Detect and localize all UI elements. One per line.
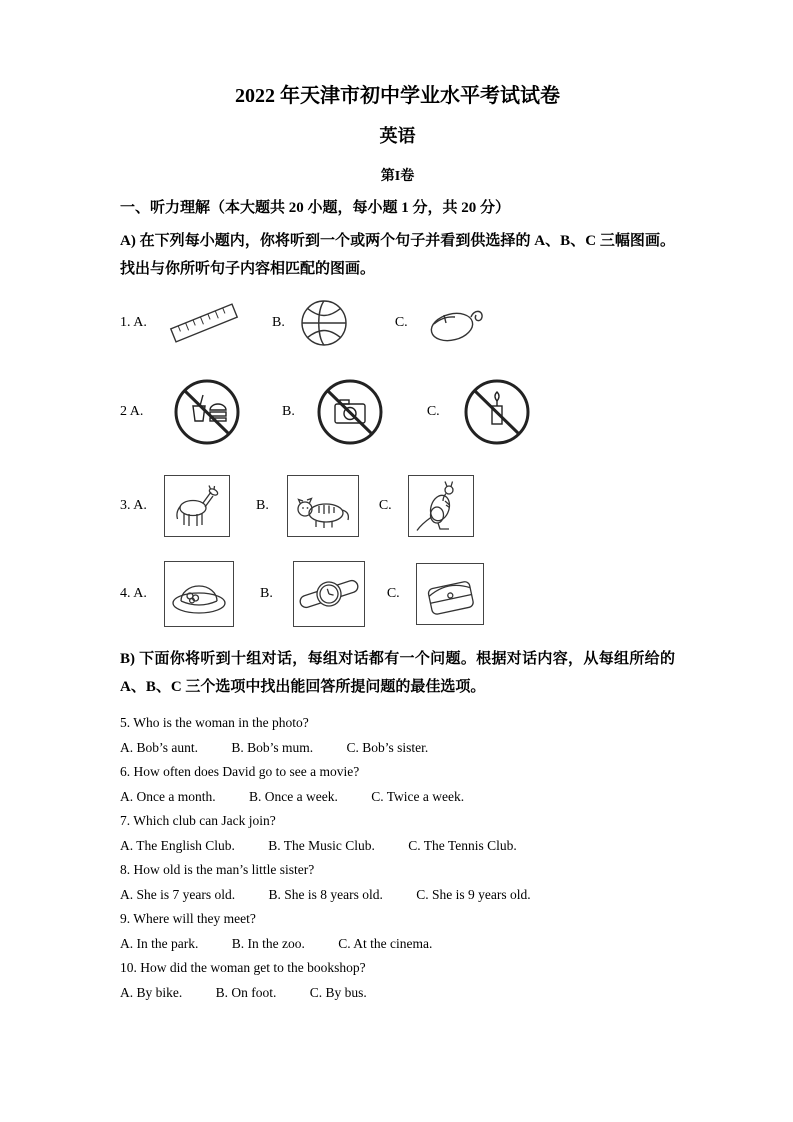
purse-picture-icon (416, 563, 484, 625)
no-open-flame-sign-icon (462, 377, 532, 447)
question-3-option-c-label: C. (378, 498, 392, 513)
question-4-row (120, 561, 675, 627)
question-8 (120, 858, 675, 907)
section-one-heading: 一、听力理解（本大题共 20 小题，每小题 1 分，共 20 分） (120, 200, 511, 216)
question-3-option-b-label: B. (256, 498, 269, 513)
question-6 (120, 760, 675, 809)
question-10-option-b: B. On foot. (215, 984, 277, 1000)
question-4-option-c-label: C. (386, 586, 400, 601)
question-10-options (120, 981, 675, 1006)
horse-picture-icon (164, 475, 230, 537)
question-5-option-a: A. Bob’s aunt. (120, 739, 199, 755)
question-7-text: 7. Which club can Jack join? (120, 813, 276, 828)
volume-label: 第I卷 (380, 169, 415, 184)
question-9-option-a: A. In the park. (120, 935, 199, 951)
question-10 (120, 956, 675, 1005)
question-9-options (120, 932, 675, 957)
question-5-option-c: C. Bob’s sister. (346, 739, 429, 755)
question-2-option-a-label: 2 A. (120, 404, 144, 419)
question-9-text: 9. Where will they meet? (120, 911, 256, 926)
no-photography-sign-icon (315, 377, 385, 447)
question-3-option-a-label: 3. A. (120, 498, 147, 513)
question-8-option-a: A. She is 7 years old. (120, 886, 236, 902)
question-9-option-c: C. At the cinema. (338, 935, 433, 951)
watch-picture-icon (293, 561, 365, 627)
question-6-option-b: B. Once a week. (248, 788, 338, 804)
question-6-option-c: C. Twice a week. (371, 788, 465, 804)
question-7-options (120, 834, 675, 859)
question-9-option-b: B. In the zoo. (231, 935, 305, 951)
question-1-option-c-label: C. (394, 315, 408, 330)
question-7-option-b: B. The Music Club. (268, 837, 375, 853)
question-6-option-a: A. Once a month. (120, 788, 216, 804)
question-4-option-a-label: 4. A. (120, 586, 147, 601)
tiger-picture-icon (287, 475, 359, 537)
question-2-option-c-label: C. (426, 404, 440, 419)
hat-picture-icon (164, 561, 234, 627)
basketball-icon (299, 298, 349, 348)
question-5 (120, 711, 675, 760)
question-10-option-c: C. By bus. (309, 984, 367, 1000)
question-1-row (120, 297, 675, 349)
question-7 (120, 809, 675, 858)
question-6-text: 6. How often does David go to see a movie? (120, 764, 360, 779)
question-9 (120, 907, 675, 956)
multiple-choice-questions (120, 711, 675, 1005)
question-6-options (120, 785, 675, 810)
subject-title: 英语 (379, 126, 416, 146)
question-4-option-b-label: B. (260, 586, 273, 601)
question-8-text: 8. How old is the man’s little sister? (120, 862, 315, 877)
question-7-option-a: A. The English Club. (120, 837, 235, 853)
question-2-row (120, 377, 675, 447)
question-1-option-b-label: B. (272, 315, 285, 330)
question-2-option-b-label: B. (282, 404, 295, 419)
question-5-options (120, 736, 675, 761)
question-7-option-c: C. The Tennis Club. (408, 837, 517, 853)
page-title: 2022 年天津市初中学业水平考试试卷 (235, 85, 560, 107)
no-eating-drinking-sign-icon (172, 377, 242, 447)
question-5-option-b: B. Bob’s mum. (231, 739, 314, 755)
part-b-instructions: B) 下面你将听到十组对话，每组对话都有一个问题。根据对话内容，从每组所给的 A、B、C 三个选项中找出能回答所提问题的最佳选项。 (120, 651, 675, 695)
question-1-option-a-label: 1. A. (120, 315, 147, 330)
part-a-instructions: A) 在下列每小题内，你将听到一个或两个句子并看到供选择的 A、B、C 三幅图画。找出与你所听句子内容相匹配的图画。 (120, 233, 675, 277)
question-10-text: 10. How did the woman get to the bookshop? (120, 960, 366, 975)
ruler-icon (164, 297, 244, 349)
question-8-options (120, 883, 675, 908)
question-5-text: 5. Who is the woman in the photo? (120, 715, 309, 730)
question-8-option-c: C. She is 9 years old. (416, 886, 531, 902)
kangaroo-picture-icon (408, 475, 474, 537)
computer-mouse-icon (422, 300, 488, 346)
question-10-option-a: A. By bike. (120, 984, 183, 1000)
question-8-option-b: B. She is 8 years old. (268, 886, 383, 902)
question-3-row (120, 475, 675, 537)
